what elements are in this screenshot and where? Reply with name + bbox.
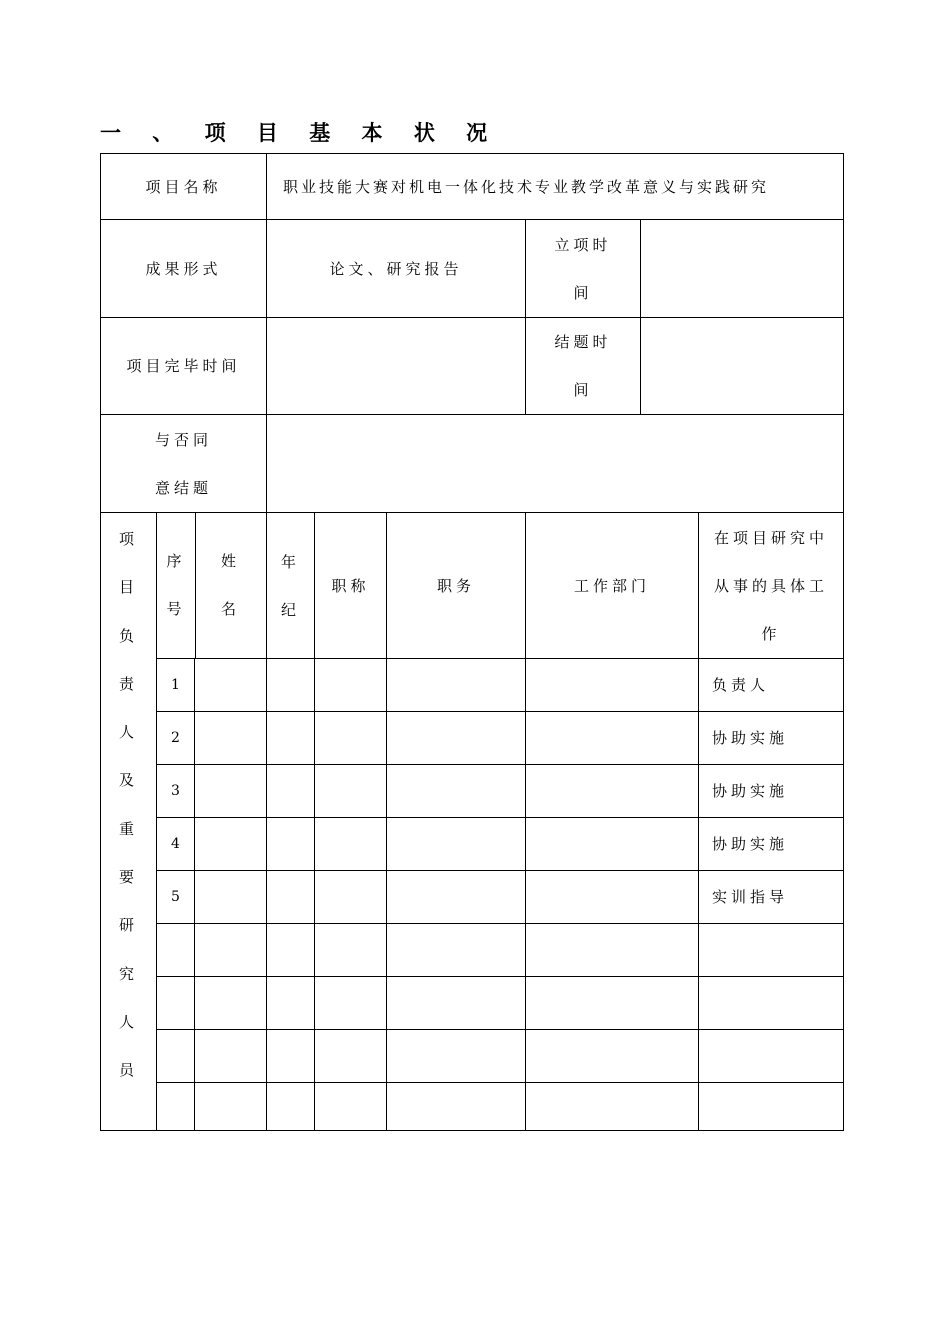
- row-title[interactable]: [315, 924, 387, 977]
- row-role[interactable]: [699, 977, 844, 1030]
- table-row: [101, 818, 844, 871]
- row-name[interactable]: [195, 924, 267, 977]
- row-position[interactable]: [387, 818, 526, 871]
- row-role[interactable]: 协助实施: [699, 712, 844, 765]
- row-position[interactable]: [387, 712, 526, 765]
- table-row: [101, 1030, 844, 1083]
- row-age[interactable]: [267, 1083, 315, 1131]
- agree-closing-label-line1: 与否同: [154, 430, 212, 449]
- closing-time-label-line2: 间: [573, 381, 593, 399]
- row-name[interactable]: [195, 818, 267, 871]
- row-role[interactable]: [699, 1083, 844, 1131]
- table-row: [101, 659, 844, 712]
- header-age-line1: 年: [280, 552, 300, 571]
- members-label-char: 重: [118, 819, 138, 838]
- header-seq-name: [157, 513, 267, 659]
- members-label-char: 负: [118, 626, 138, 645]
- row-age[interactable]: [267, 765, 315, 818]
- row-role[interactable]: [699, 1030, 844, 1083]
- members-label-char: 员: [118, 1061, 138, 1080]
- members-label-char: 究: [118, 964, 138, 983]
- row-age[interactable]: [267, 1030, 315, 1083]
- agree-closing-value[interactable]: [267, 415, 844, 513]
- header-role-line3: 作: [761, 624, 781, 643]
- table-row: [101, 871, 844, 924]
- header-position: 职务: [387, 513, 526, 659]
- approval-time-label-line2: 间: [573, 283, 593, 302]
- table-row: [101, 1083, 844, 1131]
- row-title[interactable]: [315, 765, 387, 818]
- row-seq: 5: [157, 871, 195, 924]
- agree-closing-label: [101, 415, 267, 513]
- row-department[interactable]: [526, 977, 699, 1030]
- closing-time-label-line1: 结题时: [554, 333, 612, 351]
- table-row: [101, 977, 844, 1030]
- row-title[interactable]: [315, 977, 387, 1030]
- row-age[interactable]: [267, 924, 315, 977]
- row-seq: [157, 977, 195, 1030]
- row-name[interactable]: [195, 1083, 267, 1131]
- row-age[interactable]: [267, 871, 315, 924]
- row-seq: 2: [157, 712, 195, 765]
- row-role[interactable]: [699, 924, 844, 977]
- project-info-table: [100, 153, 844, 1131]
- approval-time-value[interactable]: [641, 220, 844, 318]
- project-name-label: 项目名称: [101, 154, 267, 220]
- row-department[interactable]: [526, 924, 699, 977]
- section-heading: 一 、 项 目 基 本 状 况: [100, 121, 500, 145]
- row-title[interactable]: [315, 1083, 387, 1131]
- header-department: 工作部门: [526, 513, 699, 659]
- header-seq: [157, 537, 195, 633]
- members-label-char: 项: [118, 530, 138, 548]
- row-name[interactable]: [195, 659, 267, 712]
- row-age[interactable]: [267, 818, 315, 871]
- row-role[interactable]: 实训指导: [699, 871, 844, 924]
- members-label-char: 责: [118, 674, 138, 693]
- row-name[interactable]: [195, 1030, 267, 1083]
- members-section-label: [101, 513, 157, 1131]
- members-label-char: 研: [118, 916, 138, 935]
- row-seq: 3: [157, 765, 195, 818]
- table-row: [101, 765, 844, 818]
- row-position[interactable]: [387, 1083, 526, 1131]
- row-position[interactable]: [387, 871, 526, 924]
- completion-time-label: 项目完毕时间: [101, 318, 267, 415]
- closing-time-label: [526, 318, 641, 415]
- members-label-char: 人: [118, 1012, 138, 1031]
- header-age-line2: 纪: [280, 600, 300, 619]
- header-role: [699, 513, 844, 659]
- row-department[interactable]: [526, 659, 699, 712]
- header-seq-line2: 号: [166, 600, 186, 618]
- row-department[interactable]: [526, 871, 699, 924]
- row-position[interactable]: [387, 659, 526, 712]
- row-title[interactable]: [315, 712, 387, 765]
- project-name-value[interactable]: 职业技能大赛对机电一体化技术专业教学改革意义与实践研究: [267, 154, 844, 220]
- row-age[interactable]: [267, 712, 315, 765]
- row-title[interactable]: [315, 1030, 387, 1083]
- row-title[interactable]: [315, 871, 387, 924]
- row-role[interactable]: 协助实施: [699, 818, 844, 871]
- members-label-char: 及: [118, 771, 138, 790]
- row-seq: [157, 1030, 195, 1083]
- header-seq-line1: 序: [166, 552, 186, 570]
- members-label-char: 要: [118, 868, 138, 887]
- row-age[interactable]: [267, 659, 315, 712]
- row-seq: [157, 924, 195, 977]
- completion-time-value[interactable]: [267, 318, 526, 415]
- row-department[interactable]: [526, 765, 699, 818]
- row-name[interactable]: [195, 765, 267, 818]
- approval-time-label-line1: 立项时: [554, 235, 612, 254]
- row-role[interactable]: 协助实施: [699, 765, 844, 818]
- row-department[interactable]: [526, 1030, 699, 1083]
- members-label-char: 目: [118, 578, 138, 597]
- header-name: [195, 537, 266, 633]
- members-label-char: 人: [118, 723, 138, 742]
- result-form-label: 成果形式: [101, 220, 267, 318]
- row-department[interactable]: [526, 818, 699, 871]
- result-form-value[interactable]: 论文、研究报告: [267, 220, 526, 318]
- row-position[interactable]: [387, 924, 526, 977]
- row-title[interactable]: [315, 818, 387, 871]
- row-department[interactable]: [526, 1083, 699, 1131]
- header-age: [267, 513, 315, 659]
- header-role-line2: 从事的具体工: [714, 576, 829, 595]
- row-department[interactable]: [526, 712, 699, 765]
- header-name-line2: 名: [220, 600, 240, 618]
- approval-time-label: [526, 220, 641, 318]
- row-seq: 4: [157, 818, 195, 871]
- header-role-line1: 在项目研究中: [714, 528, 829, 547]
- table-row: [101, 924, 844, 977]
- row-name[interactable]: [195, 871, 267, 924]
- row-role[interactable]: 负责人: [699, 659, 844, 712]
- row-position[interactable]: [387, 977, 526, 1030]
- table-row: [101, 712, 844, 765]
- row-age[interactable]: [267, 977, 315, 1030]
- row-seq: 1: [157, 659, 195, 712]
- row-seq: [157, 1083, 195, 1131]
- header-title: 职称: [315, 513, 387, 659]
- row-name[interactable]: [195, 712, 267, 765]
- row-position[interactable]: [387, 765, 526, 818]
- closing-time-value[interactable]: [641, 318, 844, 415]
- row-title[interactable]: [315, 659, 387, 712]
- agree-closing-label-line2: 意结题: [154, 478, 212, 497]
- row-position[interactable]: [387, 1030, 526, 1083]
- row-name[interactable]: [195, 977, 267, 1030]
- header-name-line1: 姓: [220, 552, 240, 570]
